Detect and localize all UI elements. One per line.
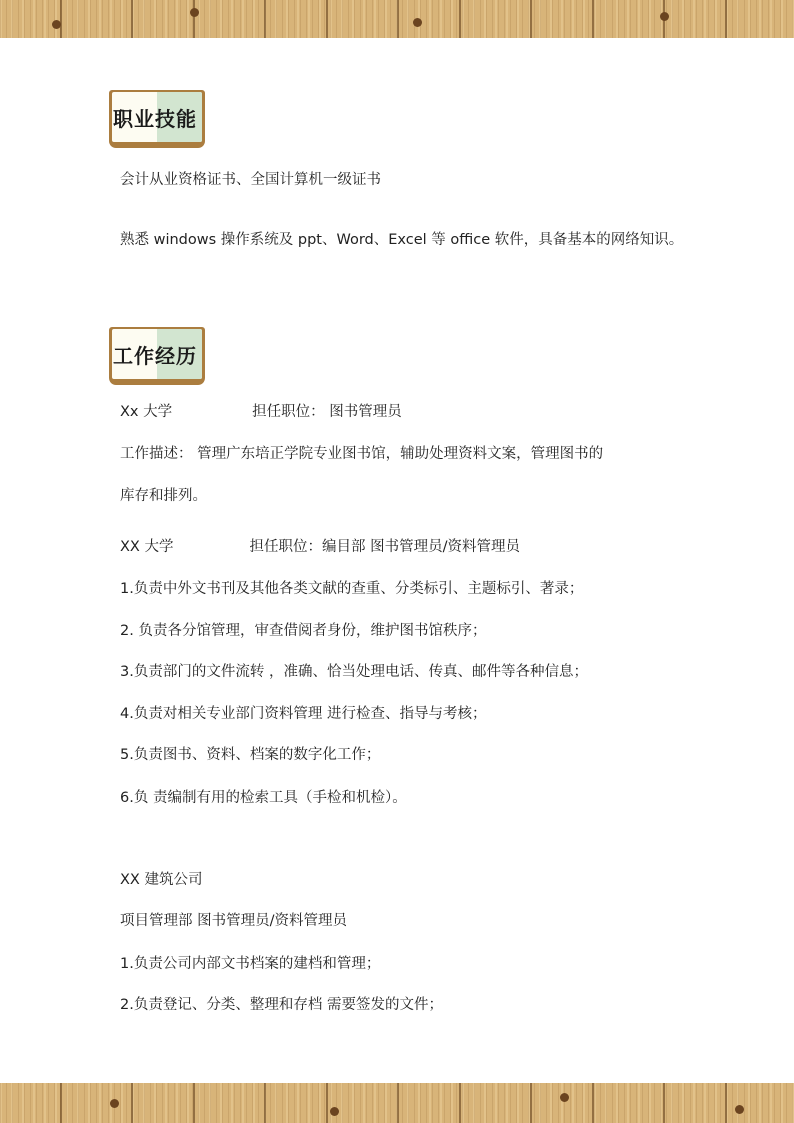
job1-description: 工作描述： 管理广东培正学院专业图书馆，辅助处理资料文案，管理图书的	[120, 446, 604, 462]
job1-org: Xx 大学	[120, 404, 173, 420]
job2-position: 担任职位：编目部 图书管理员/资料管理员	[249, 539, 520, 555]
wood-knot	[413, 18, 422, 27]
job2-org: XX 大学	[120, 539, 174, 555]
job2-duty: 6.负 责编制有用的检索工具（手检和机检）。	[120, 790, 407, 806]
section-title: 工作经历	[113, 344, 197, 368]
wood-border-top	[0, 0, 794, 38]
job2-duty: 3.负责部门的文件流转 ，准确、恰当处理电话、传真、邮件等各种信息；	[120, 664, 588, 680]
job2-duty: 4.负责对相关专业部门资料管理 进行检查、指导与考核；	[120, 706, 487, 722]
skills-line-software: 熟悉 windows 操作系统及 ppt、Word、Excel 等 office 软件，具备基本的网络知识。	[120, 232, 684, 248]
job3-org: XX 建筑公司	[120, 872, 203, 888]
wood-knot	[110, 1099, 119, 1108]
wood-knot	[52, 20, 61, 29]
job2-header	[120, 538, 520, 556]
section-title: 职业技能	[113, 107, 197, 131]
job1-position: 担任职位： 图书管理员	[252, 404, 402, 420]
job3-duty: 1.负责公司内部文书档案的建档和管理；	[120, 956, 381, 972]
wood-border-bottom	[0, 1083, 794, 1123]
job3-duty: 2.负责登记、分类、整理和存档 需要签发的文件；	[120, 997, 443, 1013]
job2-duty: 1.负责中外文书刊及其他各类文献的查重、分类标引、主题标引、著录；	[120, 581, 584, 597]
wood-knot	[660, 12, 669, 21]
job1-description-cont: 库存和排列。	[120, 488, 207, 504]
section-badge-skills	[109, 90, 205, 148]
job1-header	[120, 403, 402, 421]
job2-duty: 5.负责图书、资料、档案的数字化工作；	[120, 747, 381, 763]
job2-duty: 2. 负责各分馆管理，审查借阅者身份，维护图书馆秩序；	[120, 623, 487, 639]
wood-knot	[330, 1107, 339, 1116]
section-badge-work	[109, 327, 205, 385]
job3-position: 项目管理部 图书管理员/资料管理员	[120, 913, 347, 929]
wood-knot	[190, 8, 199, 17]
skills-line-certificates: 会计从业资格证书、全国计算机一级证书	[120, 172, 381, 188]
wood-knot	[735, 1105, 744, 1114]
wood-knot	[560, 1093, 569, 1102]
